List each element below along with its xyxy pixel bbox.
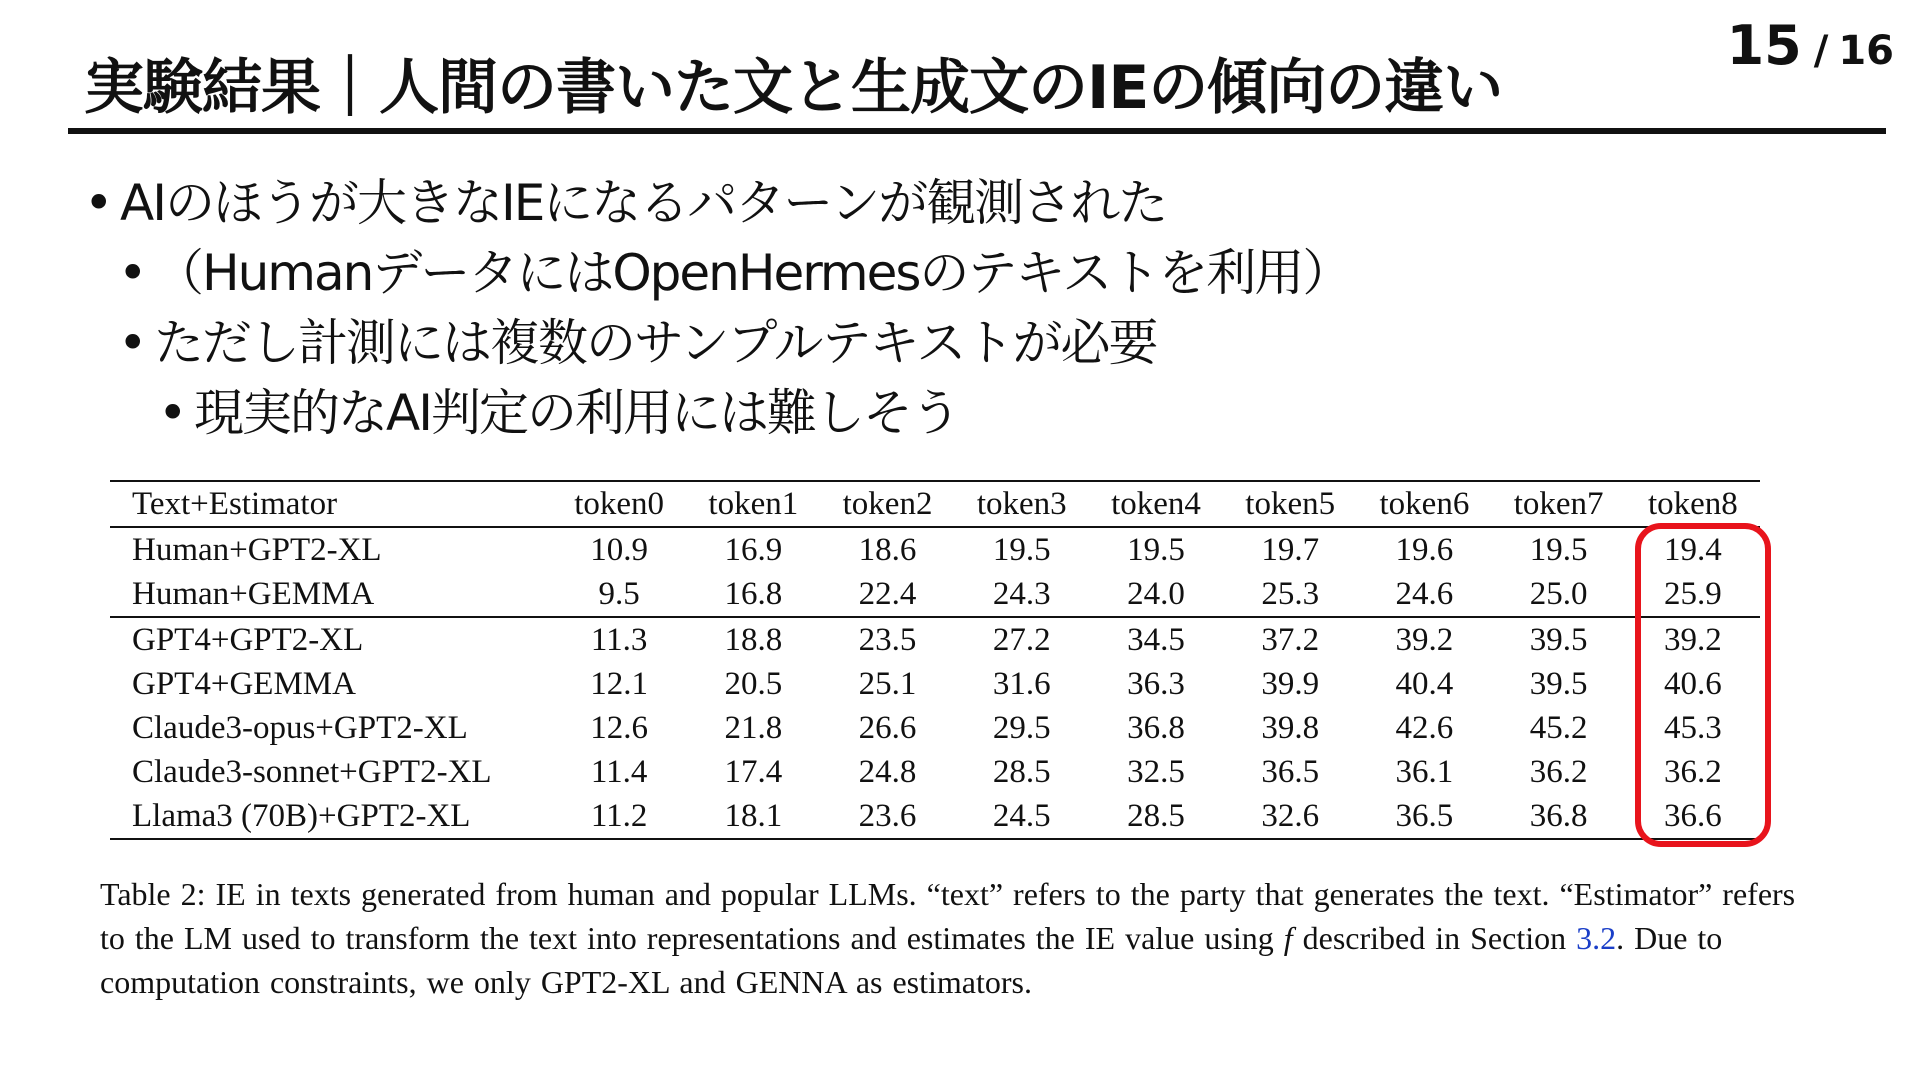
table-cell: 19.7 [1261, 532, 1320, 568]
table-cell: Human+GEMMA [132, 576, 375, 612]
caption-text: Table 2: IE in texts generated from human and popular LLMs. “text” refers to the party that generates the text. “Estimator” refers to the LM used to transform the text into representations and estimates the IE value using [100, 876, 1796, 956]
table-header-cell: Text+Estimator [132, 486, 338, 522]
bullet-text: （HumanデータにはOpenHermesのテキストを利用） [154, 244, 1351, 302]
table-header-cell: token6 [1379, 486, 1470, 522]
page-total: 16 [1838, 28, 1894, 74]
table-cell: 19.5 [1529, 532, 1588, 568]
table-cell: 24.8 [858, 754, 917, 790]
table-cell: 18.1 [724, 798, 783, 834]
table-cell: 12.6 [590, 710, 648, 746]
table-cell: 25.9 [1664, 576, 1722, 612]
table-header-cell: token4 [1111, 486, 1201, 522]
table-cell: 10.9 [590, 532, 648, 568]
table-cell: 22.4 [858, 576, 917, 612]
bullet-marker: • [84, 174, 112, 232]
table-header-cell: token3 [976, 486, 1067, 522]
table-cell: 20.5 [724, 666, 783, 702]
table-cell: 24.3 [992, 576, 1051, 612]
table-cell: 19.5 [1127, 532, 1185, 568]
table-cell: 28.5 [992, 754, 1051, 790]
bullet-marker: • [158, 384, 186, 442]
table-cell: 9.5 [598, 576, 640, 612]
bullet-item [84, 238, 1784, 308]
table-cell: 11.3 [590, 622, 648, 658]
table-cell: 18.6 [858, 532, 917, 568]
table-cell: 24.6 [1395, 576, 1454, 612]
table-cell: 19.5 [992, 532, 1051, 568]
table-cell: 24.5 [992, 798, 1051, 834]
table-cell: 16.9 [724, 532, 783, 568]
table-cell: 39.5 [1529, 666, 1588, 702]
table-cell: 36.6 [1664, 798, 1722, 834]
table-cell: 32.5 [1127, 754, 1185, 790]
table-cell: 36.1 [1395, 754, 1454, 790]
table-header-cell: token0 [574, 486, 665, 522]
table-row [110, 662, 1760, 706]
table-row [110, 617, 1760, 662]
bullet-item [84, 308, 1784, 378]
table-cell: 39.5 [1529, 622, 1588, 658]
table-cell: 29.5 [992, 710, 1051, 746]
table-cell: 36.5 [1395, 798, 1454, 834]
table-cell: 39.8 [1261, 710, 1320, 746]
caption-text: described in Section [1292, 920, 1577, 956]
human-rows [110, 527, 1760, 617]
table-cell: 36.5 [1261, 754, 1320, 790]
table-cell: 24.0 [1127, 576, 1185, 612]
table-cell: 19.6 [1395, 532, 1454, 568]
table-cell: 45.2 [1529, 710, 1588, 746]
table-cell: 27.2 [992, 622, 1051, 658]
table-row [110, 750, 1760, 794]
table-cell: 45.3 [1664, 710, 1722, 746]
table-header-cell: token8 [1647, 486, 1738, 522]
title-divider [68, 128, 1886, 134]
table-cell: 40.4 [1395, 666, 1454, 702]
table-cell: Claude3-opus+GPT2-XL [132, 710, 468, 746]
table-cell: 40.6 [1664, 666, 1722, 702]
table-cell: GPT4+GPT2-XL [132, 622, 364, 658]
llm-rows [110, 617, 1760, 839]
table-cell: 36.8 [1529, 798, 1588, 834]
table-header-cell: token1 [708, 486, 799, 522]
table-row [110, 527, 1760, 572]
results-table [110, 480, 1760, 840]
table-cell: 36.2 [1529, 754, 1588, 790]
table-row [110, 572, 1760, 617]
slide-title: 実験結果｜人間の書いた文と生成文のIEの傾向の違い [84, 53, 1503, 123]
caption-math-symbol: f [1283, 920, 1293, 956]
table-cell: Llama3 (70B)+GPT2-XL [132, 798, 471, 834]
table-cell: 28.5 [1127, 798, 1185, 834]
table-cell: 39.2 [1664, 622, 1722, 658]
bullet-marker: • [118, 314, 146, 372]
table-cell: 36.8 [1127, 710, 1185, 746]
table-cell: 31.6 [992, 666, 1051, 702]
table-cell: 39.2 [1395, 622, 1454, 658]
table-cell: 42.6 [1395, 710, 1454, 746]
table-header-cell: token2 [842, 486, 933, 522]
table-cell: Human+GPT2-XL [132, 532, 382, 568]
table-header-row [110, 481, 1760, 527]
table-cell: 11.4 [590, 754, 648, 790]
table-cell: 18.8 [724, 622, 783, 658]
table-cell: 12.1 [590, 666, 648, 702]
page-separator: / [1813, 28, 1829, 74]
section-reference-link[interactable]: 3.2 [1576, 920, 1617, 956]
bullet-text: AIのほうが大きなIEになるパターンが観測された [120, 174, 1167, 232]
bullet-text: ただし計測には複数のサンプルテキストが必要 [154, 314, 1157, 372]
table-row [110, 706, 1760, 750]
results-table-container [110, 480, 1760, 840]
page-current: 15 [1726, 14, 1802, 77]
table-cell: 23.5 [858, 622, 917, 658]
table-cell: 34.5 [1127, 622, 1185, 658]
caption-text: . Due to computation constraints, we only GPT2-XL and GENNA as estimators. [100, 920, 1723, 1000]
table-cell: 37.2 [1261, 622, 1320, 658]
table-cell: 25.3 [1261, 576, 1320, 612]
table-caption [100, 872, 1800, 1004]
table-header-cell: token7 [1513, 486, 1604, 522]
table-cell: 16.8 [724, 576, 783, 612]
table-cell: 39.9 [1261, 666, 1320, 702]
table-cell: 17.4 [724, 754, 783, 790]
table-cell: 36.3 [1127, 666, 1185, 702]
table-cell: GPT4+GEMMA [132, 666, 356, 702]
table-cell: 21.8 [724, 710, 783, 746]
bullet-item [84, 378, 1784, 448]
bullet-marker: • [118, 244, 146, 302]
table-cell: 23.6 [858, 798, 917, 834]
bullet-list [84, 168, 1784, 448]
page-number [1727, 14, 1894, 77]
table-cell: 32.6 [1261, 798, 1320, 834]
table-cell: 11.2 [590, 798, 648, 834]
table-cell: 36.2 [1664, 754, 1722, 790]
table-cell: 19.4 [1664, 532, 1722, 568]
bullet-text: 現実的なAI判定の利用には難しそう [194, 384, 959, 442]
table-cell: 25.0 [1529, 576, 1588, 612]
table-header-cell: token5 [1245, 486, 1336, 522]
table-cell: 25.1 [858, 666, 917, 702]
table-cell: Claude3-sonnet+GPT2-XL [132, 754, 492, 790]
table-row [110, 794, 1760, 839]
token8-highlight-box [1635, 523, 1771, 847]
bullet-item [84, 168, 1784, 238]
table-cell: 26.6 [858, 710, 917, 746]
